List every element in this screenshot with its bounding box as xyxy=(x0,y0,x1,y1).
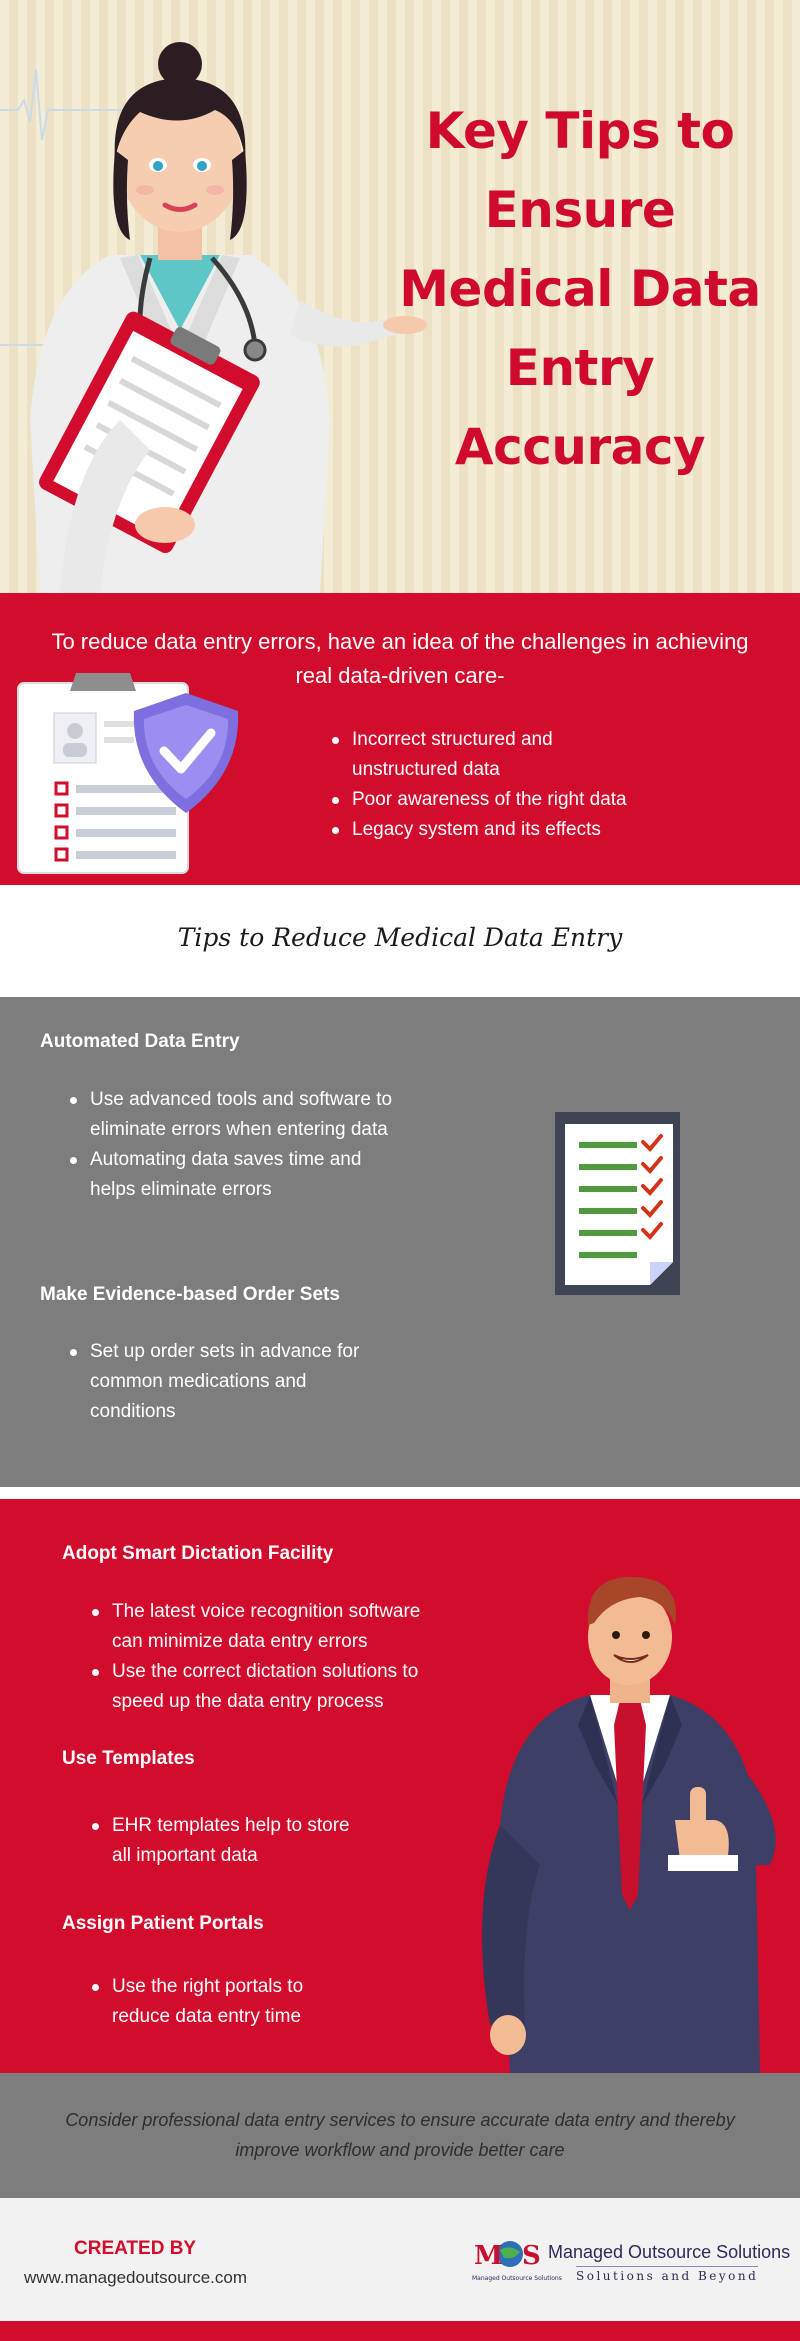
company-tagline: Solutions and Beyond xyxy=(576,2266,758,2283)
logo-small-text: Managed Outsource Solutions xyxy=(472,2275,562,2282)
svg-text:M: M xyxy=(474,2241,503,2271)
hero-section xyxy=(0,0,800,593)
tip-points-order-sets xyxy=(68,1337,388,1427)
list-item: The latest voice recognition software can minimize data entry errors xyxy=(90,1597,450,1657)
tips-heading-section xyxy=(0,885,800,997)
clipboard-shield-icon xyxy=(16,673,246,873)
challenges-list xyxy=(330,725,660,845)
list-item: Use advanced tools and software to eliminate errors when entering data xyxy=(68,1085,408,1145)
tips-gray-section xyxy=(0,997,800,1487)
tip-points-automated xyxy=(68,1085,408,1205)
section-heading: Tips to Reduce Medical Data Entry xyxy=(177,923,623,952)
list-item: Use the correct dictation solutions to speed up the data entry process xyxy=(90,1657,450,1717)
checklist-document-icon xyxy=(555,1112,685,1297)
tip-points-dictation xyxy=(90,1597,450,1717)
footer xyxy=(0,2198,800,2321)
tip-points-templates xyxy=(90,1811,350,1871)
closing-note: Consider professional data entry services to ensure accurate data entry and thereby improve workflow and provide better care xyxy=(65,2110,735,2160)
company-logo-icon xyxy=(470,2230,562,2286)
list-item: Automating data saves time and helps eliminate errors xyxy=(68,1145,408,1205)
businessman-thumbs-up-illustration xyxy=(470,1565,800,2075)
challenges-intro: To reduce data entry errors, have an idea of the challenges in achieving real data-driven care- xyxy=(51,629,749,688)
svg-text:S: S xyxy=(522,2241,541,2271)
list-item: Set up order sets in advance for common medications and conditions xyxy=(68,1337,388,1427)
tip-title-automated: Automated Data Entry xyxy=(40,1031,240,1052)
section-divider xyxy=(0,1487,800,1499)
list-item: EHR templates help to store all important data xyxy=(90,1811,350,1871)
website-link[interactable]: www.managedoutsource.com xyxy=(24,2268,248,2287)
company-name: Managed Outsource Solutions xyxy=(548,2242,791,2262)
tip-points-portals xyxy=(90,1972,350,2032)
tip-title-dictation: Adopt Smart Dictation Facility xyxy=(62,1543,334,1564)
tips-red-section xyxy=(0,1499,800,2073)
list-item: Use the right portals to reduce data entry time xyxy=(90,1972,350,2032)
tip-title-order-sets: Make Evidence-based Order Sets xyxy=(40,1284,340,1305)
list-item: Incorrect structured and unstructured data xyxy=(330,725,660,785)
list-item: Legacy system and its effects xyxy=(330,815,660,845)
challenges-section xyxy=(0,593,800,885)
female-doctor-illustration xyxy=(0,0,420,593)
closing-note-section xyxy=(0,2073,800,2198)
created-by-label: CREATED BY xyxy=(74,2238,197,2259)
tip-title-portals: Assign Patient Portals xyxy=(62,1913,264,1934)
list-item: Poor awareness of the right data xyxy=(330,785,660,815)
bottom-accent-bar xyxy=(0,2321,800,2341)
page-title: Key Tips to Ensure Medical Data Entry Accuracy xyxy=(399,102,761,476)
tip-title-templates: Use Templates xyxy=(62,1748,195,1769)
